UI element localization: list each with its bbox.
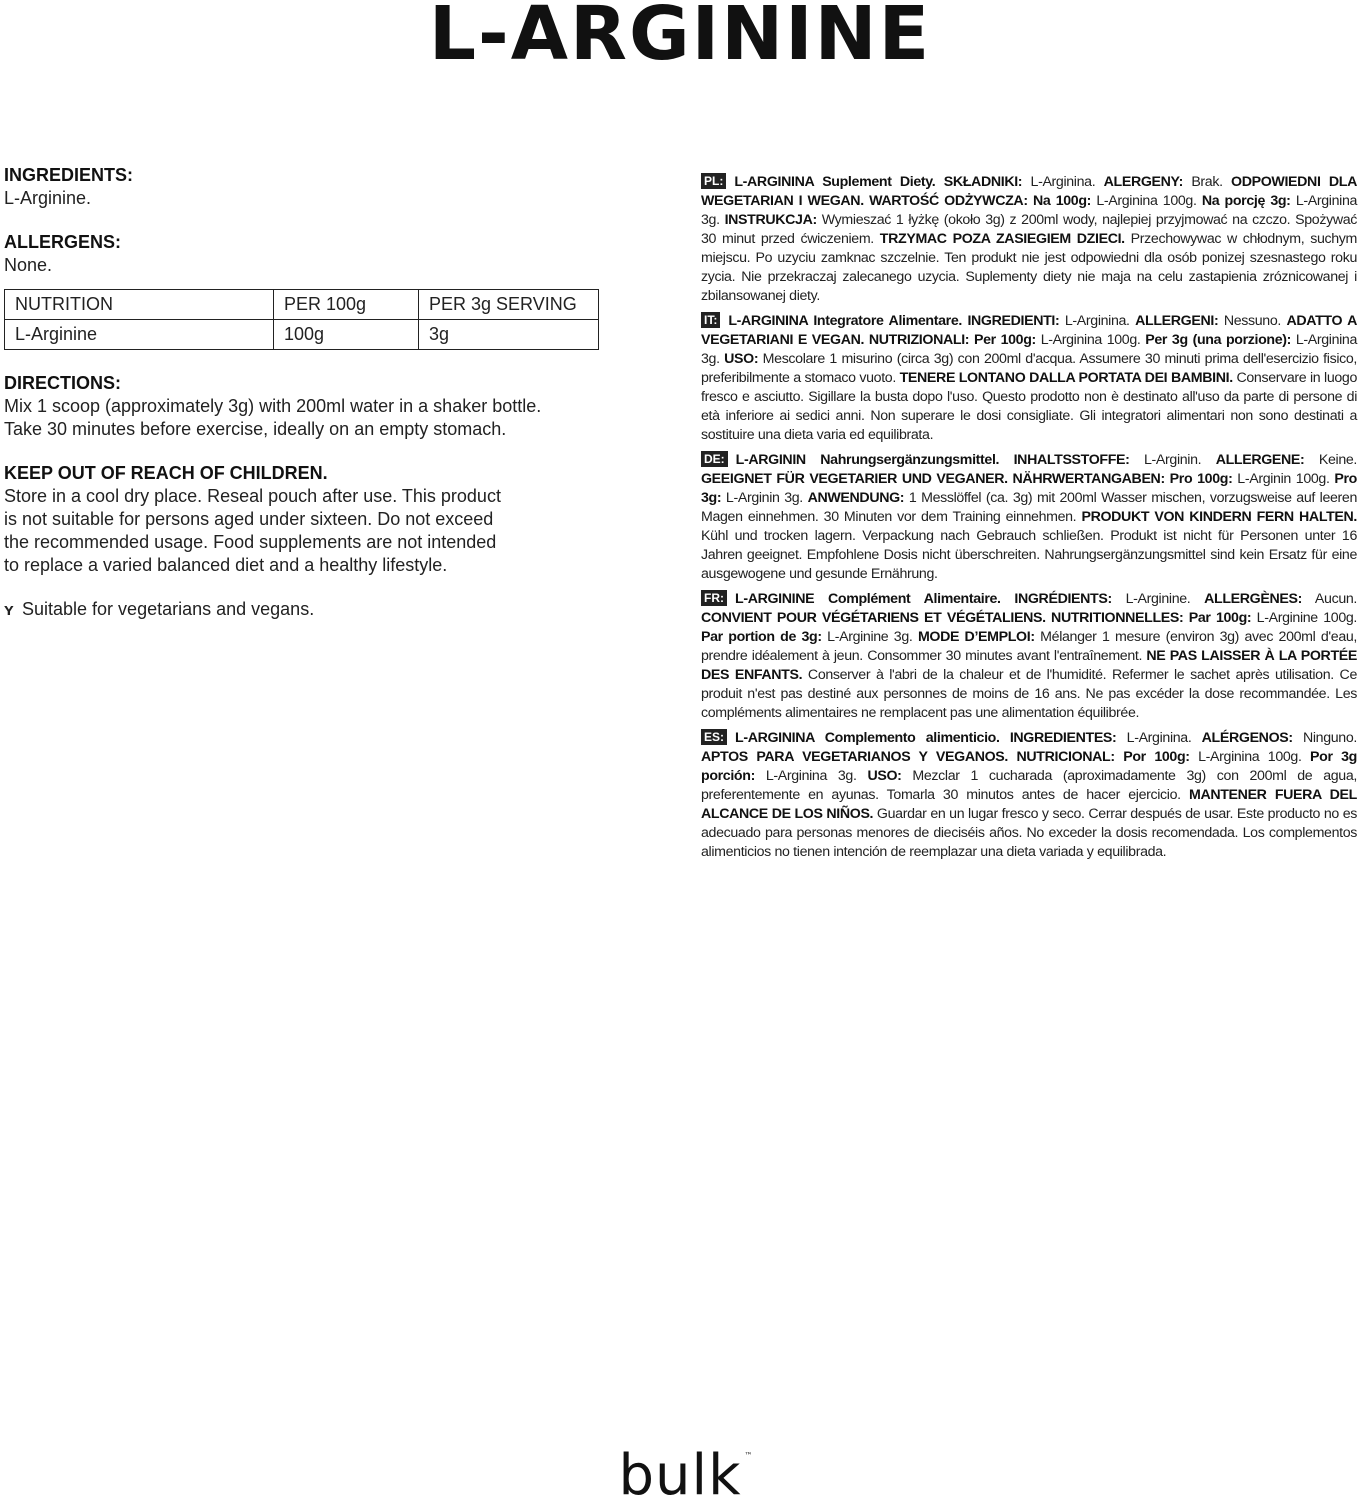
translation-bold-text: Pro 3g: <box>701 471 1357 506</box>
translation-bold-text: ALLERGÈNES: <box>1204 591 1302 607</box>
translation-text: L-Arginin 3g. <box>721 490 808 506</box>
translation-text: Wymieszać 1 łyżkę (około 3g) z 200ml wody, najlepiej przyjmować na czczo. Spożywać 30 minut przed ćwiczeniem. <box>701 212 1357 247</box>
vegan-statement <box>4 598 604 621</box>
translation-text: Mélanger 1 mesure (environ 3g) avec 200ml d'eau, prendre idéalement à jeun. Consommer 30 minutes avant l'entraînement. <box>701 629 1357 664</box>
warning-line: is not suitable for persons aged under sixteen. Do not exceed <box>4 509 494 529</box>
translation-bold-text: TENERE LONTANO DALLA PORTATA DEI BAMBINI. <box>899 370 1233 386</box>
warning-line: the recommended usage. Food supplements are not intended <box>4 532 497 552</box>
translation-text: L-Arginin. <box>1129 452 1216 468</box>
translation-text: 1 Messlöffel (ca. 3g) mit 200ml Wasser mischen, vorzugsweise auf leeren Magen einnehmen. 30 Minuten vor dem Training einnehmen. <box>701 490 1357 525</box>
allergens-text: None. <box>4 255 53 275</box>
warning-line: Store in a cool dry place. Reseal pouch after use. This product <box>4 486 501 506</box>
translation-bold-text: ODPOWIEDNI DLA WEGETARIAN I WEGAN. WARTOŚĆ ODŻYWCZA: Na 100g: <box>701 174 1357 209</box>
translation-bold-text: GEEIGNET FÜR VEGETARIER UND VEGANER. NÄHRWERTANGABEN: Pro 100g: <box>701 471 1233 487</box>
nutrient-name-cell: L-Arginine <box>5 320 274 350</box>
allergens-heading: ALLERGENS: <box>4 232 121 252</box>
nutrition-table <box>4 289 599 350</box>
vegan-v-icon: ʏ <box>4 600 14 619</box>
translation-bold-text: L-ARGININA Complemento alimenticio. INGREDIENTES: <box>735 730 1117 746</box>
translation-bold-text: CONVIENT POUR VÉGÉTARIENS ET VÉGÉTALIENS. NUTRITIONNELLES: Par 100g: <box>701 610 1252 626</box>
translation-text: Conserver à l'abri de la chaleur et de l'humidité. Refermer le sachet après utilisation. Ce produit n'est pas destiné aux personnes de moins de 16 ans. Ne pas excéder la dose recommandée. Les compléments alimentaires ne remplacent pas une alimentation équilibrée. <box>701 667 1357 721</box>
ingredients-text: L-Arginine. <box>4 188 92 208</box>
translation-block <box>701 729 1357 862</box>
vegan-text: Suitable for vegetarians and vegans. <box>22 599 315 619</box>
translation-bold-text: MANTENER FUERA DEL ALCANCE DE LOS NIÑOS. <box>701 787 1357 822</box>
nutrition-row <box>5 320 599 350</box>
translation-text: L-Arginina 100g. <box>1091 193 1202 209</box>
translation-bold-text: PRODUKT VON KINDERN FERN HALTEN. <box>1081 509 1357 525</box>
translation-bold-text: ALÉRGENOS: <box>1201 730 1293 746</box>
directions-line: Mix 1 scoop (approximately 3g) with 200ml water in a shaker bottle. <box>4 396 542 416</box>
translation-text: L-Arginina 3g. <box>701 193 1358 228</box>
translation-bold-text: ANWENDUNG: <box>807 490 905 506</box>
bulk-logo-text <box>618 1443 754 1508</box>
translation-bold-text: Per 3g (una porzione): <box>1145 332 1292 348</box>
translation-text: L-Arginina 3g. <box>701 332 1357 367</box>
per-serving-header-cell: PER 3g SERVING <box>419 290 599 320</box>
translation-bold-text: L-ARGININE Complément Alimentaire. INGRÉDIENTS: <box>735 591 1112 607</box>
translation-block <box>701 312 1357 445</box>
language-code-badge: ES: <box>701 729 727 745</box>
translation-text: L-Arginina. <box>1116 730 1202 746</box>
translation-bold-text: ADATTO A VEGETARIANI E VEGAN. NUTRIZIONALI: Per 100g: <box>701 313 1357 348</box>
translation-bold-text: L-ARGININ Nahrungsergänzungsmittel. INHALTSSTOFFE: <box>735 452 1130 468</box>
per-100g-value-cell: 100g <box>274 320 419 350</box>
language-code-badge: DE: <box>701 451 728 467</box>
translation-bold-text: L-ARGININA Suplement Diety. SKŁADNIKI: <box>734 174 1023 190</box>
translation-text: L-Arginina. <box>1059 313 1136 329</box>
directions-line: Take 30 minutes before exercise, ideally on an empty stomach. <box>4 419 507 439</box>
nutrition-header-row <box>5 290 599 320</box>
warning-heading: KEEP OUT OF REACH OF CHILDREN. <box>4 463 328 483</box>
per-serving-value-cell: 3g <box>419 320 599 350</box>
translation-text: L-Arginina 100g. <box>1035 332 1146 348</box>
translation-bold-text: Na porcję 3g: <box>1201 193 1291 209</box>
translation-text: L-Arginina. <box>1022 174 1104 190</box>
translation-text: Przechowywac w chłodnym, suchym miejscu. Po uzyciu zamknac szczelnie. Ten produkt nie jest odpowiedni dla osób ponizej szesnastego roku zycia. Nie przekraczaj zalecanego uzycia. Suplementy diety nie maja na celu zastapienia zróznicowanej i zbilansowanej diety. <box>701 231 1357 304</box>
translation-block <box>701 451 1357 584</box>
translation-bold-text: USO: <box>867 768 902 784</box>
translation-text: L-Arginine 3g. <box>821 629 918 645</box>
translation-text: Aucun. <box>1301 591 1357 607</box>
translation-bold-text: Por 3g porción: <box>701 749 1357 784</box>
translation-text: Keine. <box>1304 452 1358 468</box>
translation-text: L-Arginina 100g. <box>1189 749 1311 765</box>
translation-text: Guardar en un lugar fresco y seco. Cerrar después de usar. Este producto no es adecuado para personas menores de dieciséis años. No exceder la dosis recomendada. Los complementos alimenticios no tienen intención de reemplazar una dieta variada y equilibrada. <box>701 806 1357 860</box>
translation-block <box>701 173 1357 306</box>
warning-line: to replace a varied balanced diet and a healthy lifestyle. <box>4 555 448 575</box>
translation-bold-text: L-ARGININA Integratore Alimentare. INGREDIENTI: <box>728 313 1060 329</box>
nutrition-header-cell: NUTRITION <box>5 290 274 320</box>
translation-bold-text: INSTRUKCJA: <box>724 212 817 228</box>
translation-text: Ninguno. <box>1292 730 1357 746</box>
language-code-badge: IT: <box>701 312 720 328</box>
english-label-section <box>4 164 604 621</box>
translation-text: Nessuno. <box>1218 313 1287 329</box>
ingredients-heading: INGREDIENTS: <box>4 165 134 185</box>
translation-bold-text: ALERGENY: <box>1103 174 1183 190</box>
translation-bold-text: Par portion de 3g: <box>701 629 822 645</box>
translation-bold-text: TRZYMAC POZA ZASIEGIEM DZIECI. <box>879 231 1125 247</box>
directions-heading: DIRECTIONS: <box>4 373 121 393</box>
translation-text: Mescolare 1 misurino (circa 3g) con 200ml d'acqua. Assumere 30 minuti prima dell'esercizio fisico, preferibilmente a stomaco vuoto. <box>701 351 1357 386</box>
translation-text: L-Arginin 100g. <box>1232 471 1335 487</box>
translation-bold-text: USO: <box>724 351 759 367</box>
language-code-badge: PL: <box>701 173 726 189</box>
translation-text: L-Arginine. <box>1111 591 1205 607</box>
translation-bold-text: NE PAS LAISSER À LA PORTÉE DES ENFANTS. <box>701 648 1357 683</box>
brand-logo <box>0 1443 1360 1508</box>
product-title: L-ARGININE <box>428 0 932 77</box>
translation-text: Mezclar 1 cucharada (aproximadamente 3g) con 200ml de agua, preferentemente en ayunas. Tomarla 30 minutos antes de hacer ejercicio. <box>701 768 1357 803</box>
translation-bold-text: APTOS PARA VEGETARIANOS Y VEGANOS. NUTRICIONAL: Por 100g: <box>701 749 1190 765</box>
translation-text: L-Arginine 100g. <box>1251 610 1357 626</box>
translation-bold-text: MODE D’EMPLOI: <box>917 629 1035 645</box>
translation-text: Brak. <box>1182 174 1232 190</box>
translation-text: L-Arginina 3g. <box>754 768 868 784</box>
translation-bold-text: ALLERGENI: <box>1135 313 1219 329</box>
per-100g-header-cell: PER 100g <box>274 290 419 320</box>
translations-section <box>701 173 1357 868</box>
trademark-symbol: ™ <box>744 1451 754 1460</box>
translation-text: Kühl und trocken lagern. Verpackung nach Gebrauch schließen. Produkt ist nicht für Personen unter 16 Jahren geeignet. Empfohlene Dosis nicht überschreiten. Nahrungsergänzungsmittel sind kein Ersatz für eine ausgewogene und gesunde Ernährung. <box>701 528 1357 582</box>
translation-bold-text: ALLERGENE: <box>1215 452 1305 468</box>
language-code-badge: FR: <box>701 590 727 606</box>
translation-block <box>701 590 1357 723</box>
logo-wordmark: bulk <box>618 1443 742 1508</box>
translation-text: Conservare in luogo fresco e asciutto. Sigillare la busta dopo l'uso. Questo prodotto non è destinato all'uso da parte di persone di età inferiore ai sedici anni. Non superare le dosi consigliate. Gli integratori alimentari non sono destinati a sostituire una dieta varia ed equilibrata. <box>701 370 1358 443</box>
